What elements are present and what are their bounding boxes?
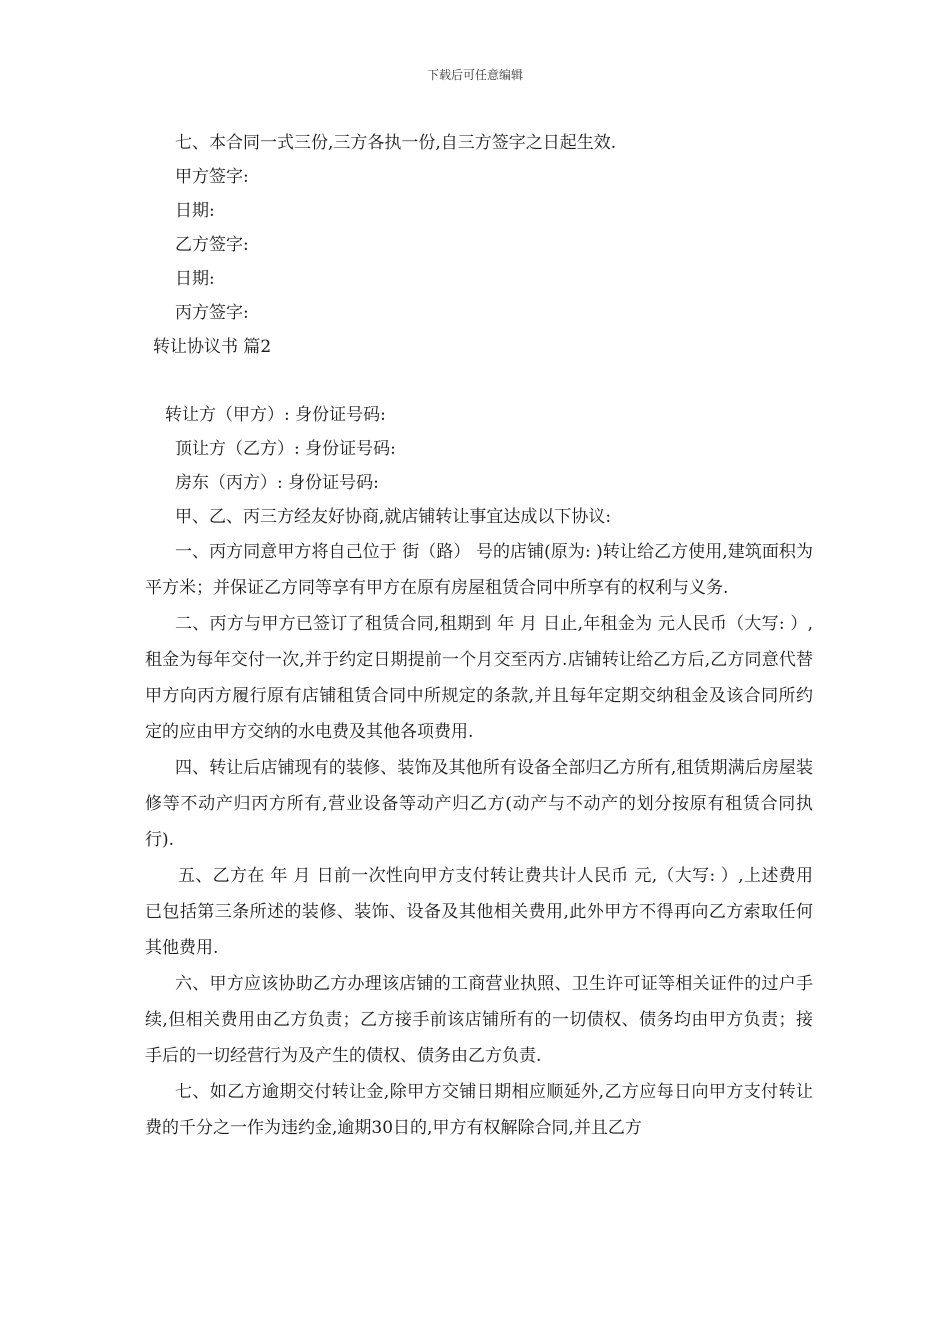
blank-line [145,364,813,398]
intro-line: 甲、乙、丙三方经友好协商,就店铺转让事宜达成以下协议: [175,507,612,527]
page-header-note: 下载后可任意编辑 [426,68,523,82]
transferor-line: 转让方（甲方）: 身份证号码: [165,405,386,425]
landlord-line: 房东（丙方）: 身份证号码: [175,473,379,493]
clause-5: 五、乙方在 年 月 日前一次性向甲方支付转让费共计人民币 元,（大写: ）,上述费用已包括第三条所述的装修、装饰、设备及其他相关费用,此外甲方不得再向乙方索取任何其他费用. [145,866,813,958]
clause-6: 六、甲方应该协助乙方办理该店铺的工商营业执照、卫生许可证等相关证件的过户手续,但相关费用由乙方负责；乙方接手前该店铺所有的一切债权、债务均由甲方负责；接手后的一切经营行为及产生的债权、债务由乙方负责. [145,974,813,1066]
party-b-signature-label: 乙方签字: [175,235,249,255]
document-body [145,126,813,1146]
clause-1: 一、丙方同意甲方将自己位于 街（路） 号的店铺(原为: )转让给乙方使用,建筑面积为 平方米；并保证乙方同等享有甲方在原有房屋租赁合同中所享有的权利与义务. [145,542,813,598]
clause-2: 二、丙方与甲方已签订了租赁合同,租期到 年 月 日止,年租金为 元人民币（大写: ）,租金为每年交付一次,并于约定日期提前一个月交至丙方.店铺转让给乙方后,乙方同意代替甲方向丙方履行原有店铺租赁合同中所规定的条款,并且每年定期交纳租金及该合同所约定的应由甲方交纳的水电费及其他各项费用. [145,614,813,742]
clause-7-effective: 七、本合同一式三份,三方各执一份,自三方签字之日起生效. [175,133,617,153]
clause-4: 四、转让后店铺现有的装修、装饰及其他所有设备全部归乙方所有,租赁期满后房屋装修等不动产归丙方所有,营业设备等动产归乙方(动产与不动产的划分按原有租赁合同执行). [145,758,813,850]
transferee-line: 顶让方（乙方）: 身份证号码: [175,439,396,459]
date-label-1: 日期: [175,201,215,221]
agreement-title: 转让协议书 篇2 [153,337,272,357]
date-label-2: 日期: [175,269,215,289]
clause-7-penalty: 七、如乙方逾期交付转让金,除甲方交铺日期相应顺延外,乙方应每日向甲方支付转让费的千分之一作为违约金,逾期30日的,甲方有权解除合同,并且乙方 [145,1082,813,1138]
party-c-signature-label: 丙方签字: [175,303,249,323]
party-a-signature-label: 甲方签字: [175,167,249,187]
